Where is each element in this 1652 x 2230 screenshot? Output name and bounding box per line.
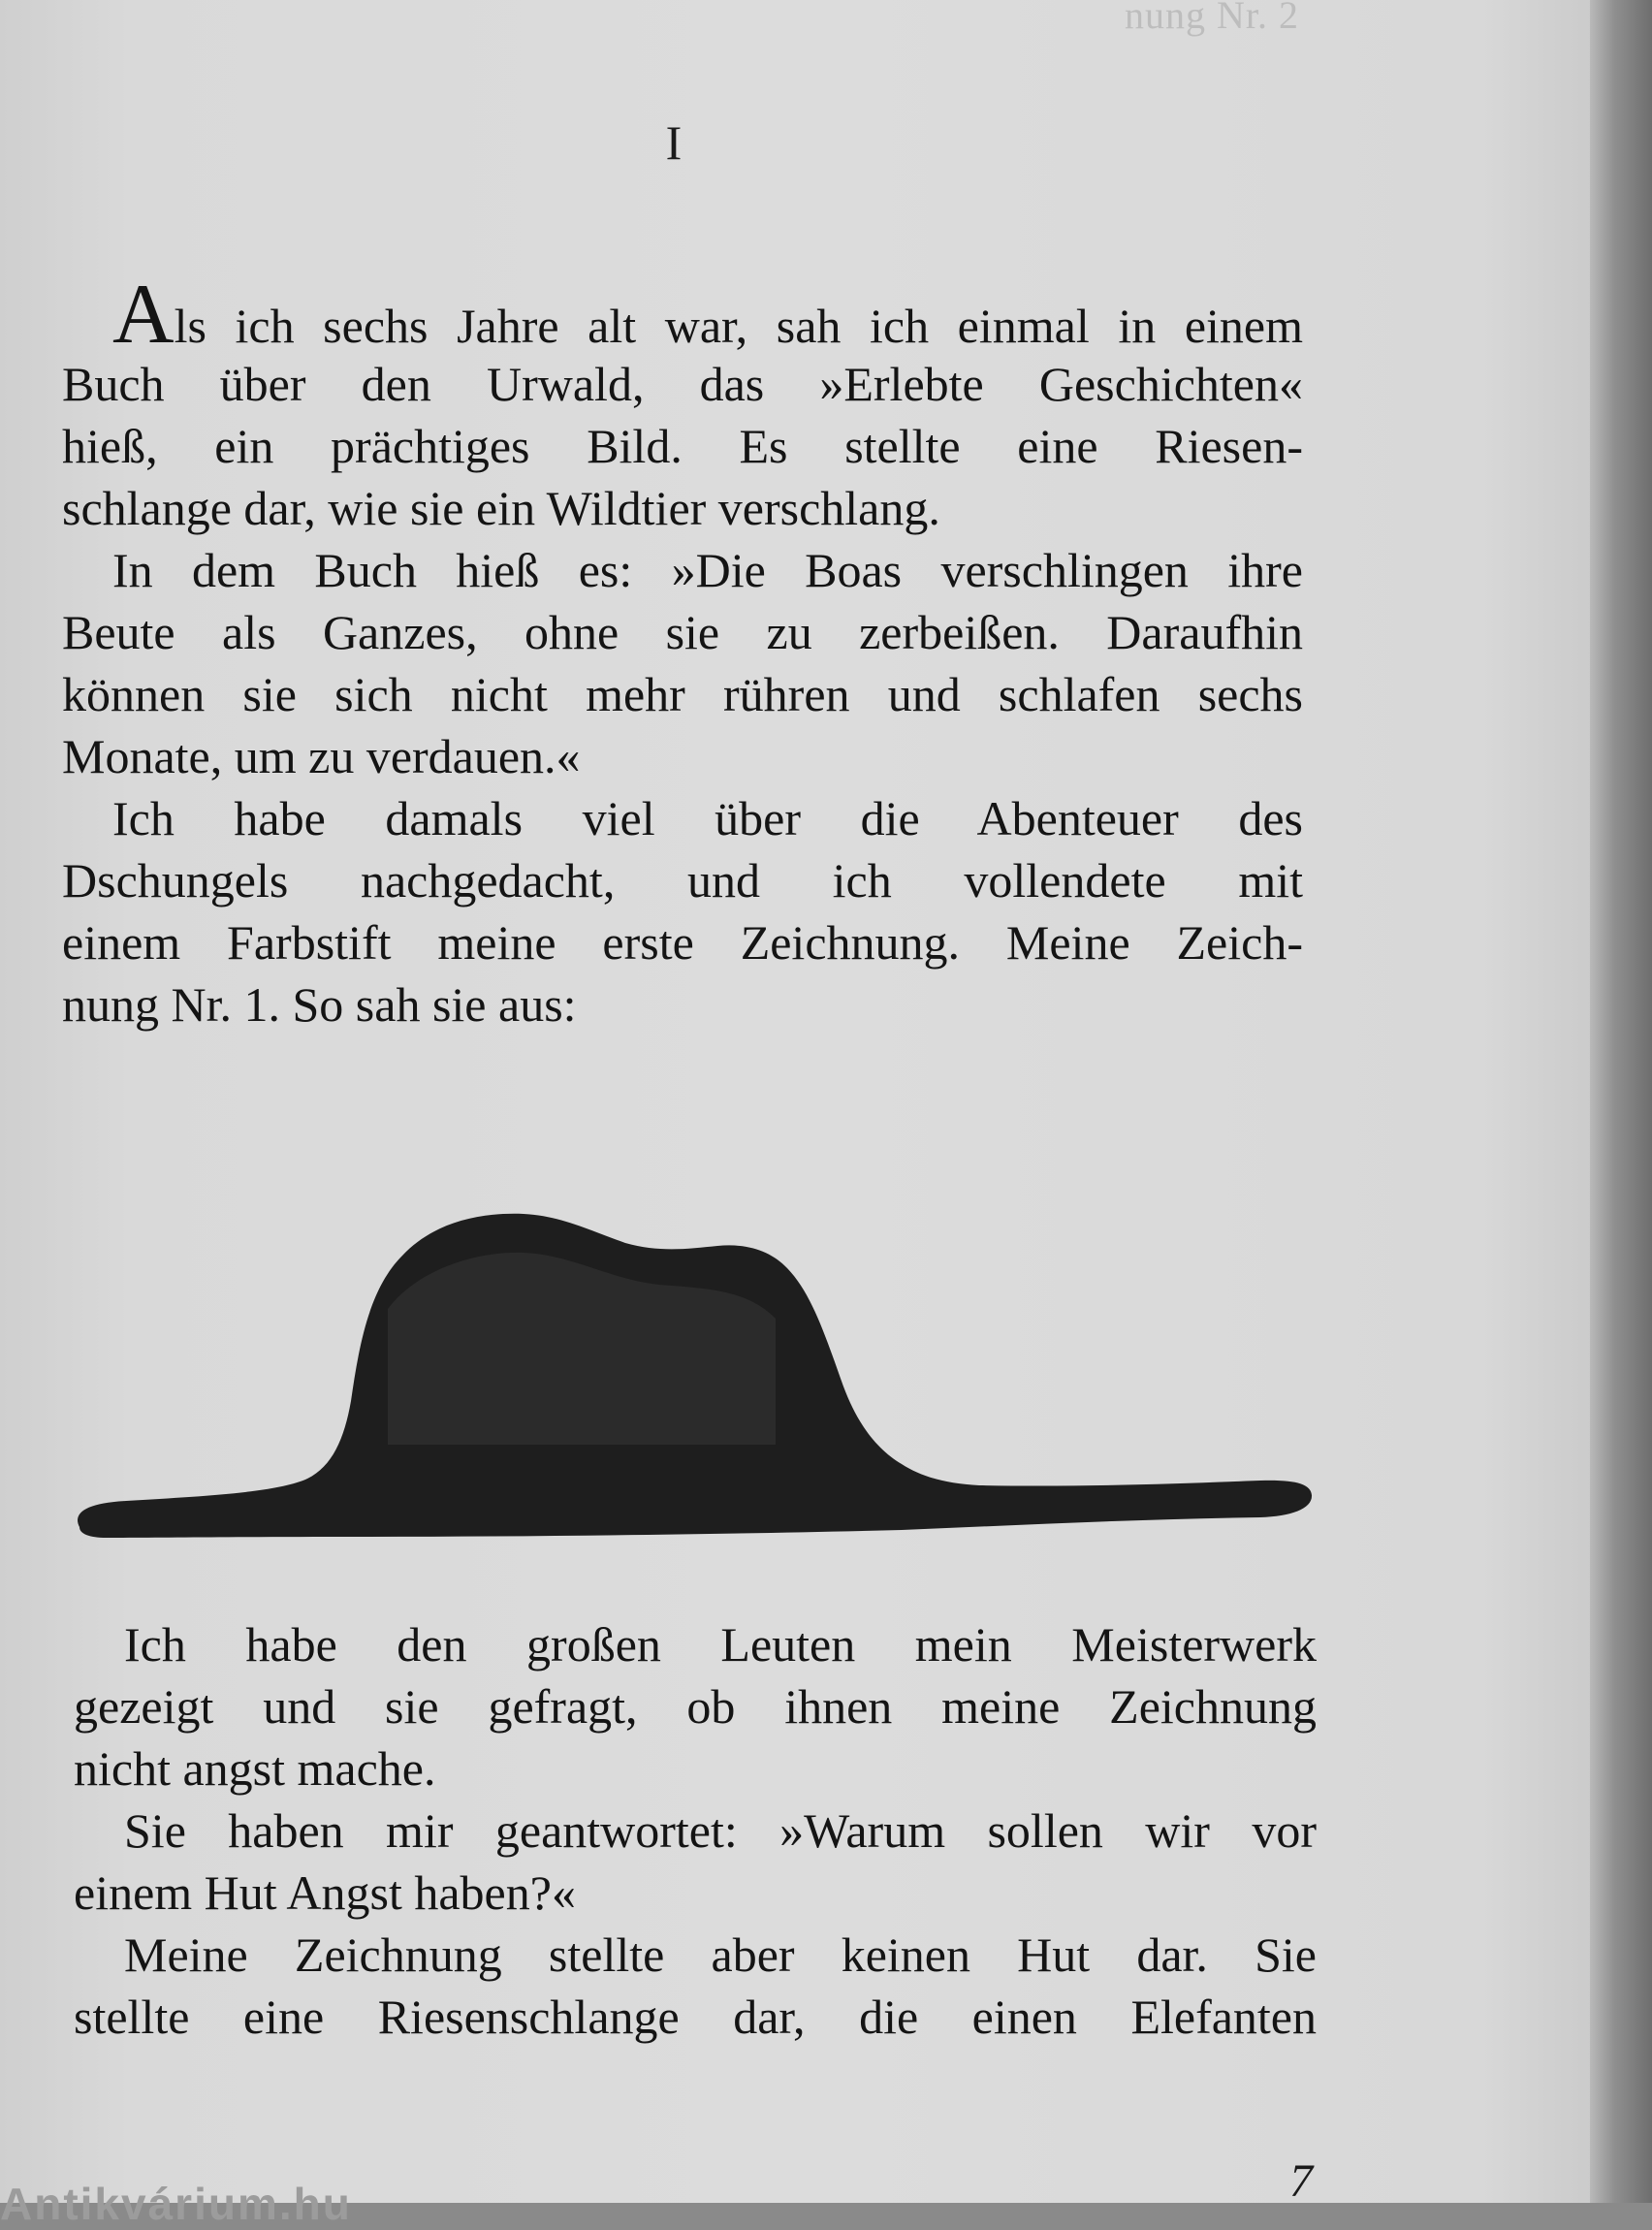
page-edge-shadow <box>1590 0 1652 2203</box>
chapter-number: I <box>665 115 683 170</box>
paragraph-2-line-3: können sie sich nicht mehr rühren und schlafen sechs <box>62 667 1303 721</box>
paragraph-6-line-1: Meine Zeichnung stellte aber keinen Hut dar. Sie <box>124 1927 1317 1982</box>
paragraph-4-line-1: Ich habe den großen Leuten mein Meisterwerk <box>124 1617 1317 1672</box>
paragraph-3-line-2: Dschungels nachgedacht, und ich vollendete mit <box>62 853 1303 908</box>
paragraph-2-line-2: Beute als Ganzes, ohne sie zu zerbeißen. Daraufhin <box>62 605 1303 659</box>
paragraph-5-line-2: einem Hut Angst haben?« <box>74 1865 576 1920</box>
paragraph-4-line-2: gezeigt und sie gefragt, ob ihnen meine Zeichnung <box>74 1679 1317 1734</box>
text-block-top <box>62 268 1303 1035</box>
paragraph-1-line-2: Buch über den Urwald, das »Erlebte Geschichten« <box>62 357 1303 411</box>
paragraph-1-line-3: hieß, ein prächtiges Bild. Es stellte eine Riesen- <box>62 419 1303 473</box>
text-block-bottom <box>74 1613 1317 2048</box>
paragraph-6-line-2: stellte eine Riesenschlange dar, die einen Elefanten <box>74 1990 1317 2044</box>
boa-constrictor-drawing <box>68 1193 1318 1561</box>
paragraph-2-line-1: In dem Buch hieß es: »Die Boas verschlingen ihre <box>112 543 1303 597</box>
paragraph-4-line-3: nicht angst mache. <box>74 1741 436 1796</box>
paragraph-1-line-1: Als ich sechs Jahre alt war, sah ich einmal in einem <box>112 268 1303 362</box>
paragraph-2-line-4: Monate, um zu verdauen.« <box>62 729 581 783</box>
paragraph-3-line-1: Ich habe damals viel über die Abenteuer des <box>112 791 1303 845</box>
watermark: Antikvárium.hu <box>0 2179 352 2229</box>
paragraph-5-line-1: Sie haben mir geantwortet: »Warum sollen wir vor <box>124 1803 1317 1858</box>
page-number: 7 <box>1289 2155 1313 2207</box>
paragraph-3-line-3: einem Farbstift meine erste Zeichnung. Meine Zeich- <box>62 915 1303 970</box>
paragraph-3-line-4: nung Nr. 1. So sah sie aus: <box>62 977 577 1032</box>
drop-cap: A <box>112 268 175 362</box>
bleed-through-text: nung Nr. 2 <box>1125 0 1299 37</box>
paragraph-1-line-4: schlange dar, wie sie ein Wildtier verschlang. <box>62 481 940 535</box>
